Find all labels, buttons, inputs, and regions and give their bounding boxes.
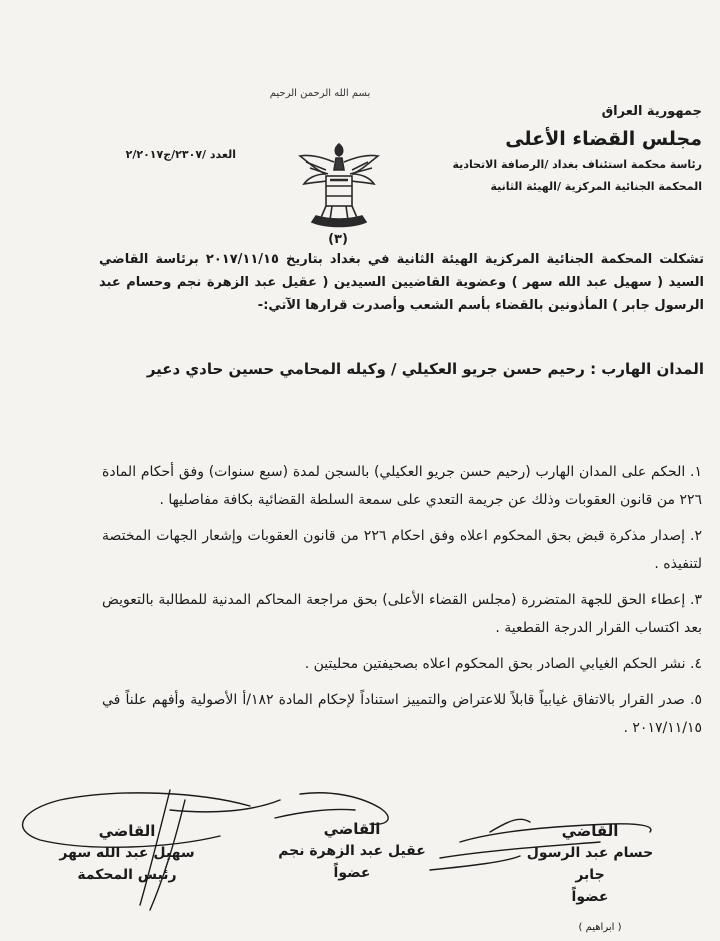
signature-role: رئيس المحكمة [77, 867, 177, 883]
court-formation-paragraph: تشكلت المحكمة الجنائية المركزية الهيئة الثانية في بغداد بتاريخ ٢٠١٧/١١/١٥ برئاسة القاضي السيد ( سهيل عبد الله سهر ) وعضوية القاضيين السيدين ( عقيل عبد الزهرة نجم وحسام عبد الرسول جابر ) المأذونين بالقضاء بأسم الشعب وأصدرت قرارها الآتي:- [99, 252, 704, 313]
signature-name: حسام عبد الرسول جابر [526, 845, 654, 883]
signature-judge-member-1 [515, 820, 665, 908]
document-number: (٣) [328, 232, 348, 247]
verdict-item: ١. الحكم على المدان الهارب (رحيم حسن جريو العكيلي) بالسجن لمدة (سبع سنوات) وفق أحكام المادة ٢٢٦ من قانون العقوبات وذلك عن جريمة التعدي على سمعة السلطة القضائية بكافة مفاصليها . [102, 464, 702, 508]
council-label: مجلس القضاء الأعلى [505, 128, 702, 150]
signature-presiding-judge [52, 820, 202, 886]
verdict-item: ٣. إعطاء الحق للجهة المتضررة (مجلس القضاء الأعلى) بحق مراجعة المحاكم المدنية للمطالبة بالتعويض بعد اكتساب القرار الدرجة القطعية . [102, 592, 702, 636]
verdict-item: ٤. نشر الحكم الغيابي الصادر بحق المحكوم اعلاه بصحيفتين محليتين . [304, 656, 702, 672]
signature-judge-member-2 [267, 818, 437, 884]
signature-role: عضواً [571, 889, 609, 905]
signature-role: عضواً [333, 865, 371, 881]
signature-name: سهيل عبد الله سهر [59, 845, 195, 861]
signature-name: عقيل عبد الزهرة نجم [278, 843, 426, 859]
signature-title: القاضي [98, 822, 156, 840]
accused-line: المدان الهارب : رحيم حسن جريو العكيلي / وكيله المحامي حسين حادي دعير [146, 360, 704, 378]
letterhead [402, 100, 702, 198]
reference-number: العدد /٢٣٠٧/ج٢/٢٠١٧ [125, 148, 236, 161]
presidency-label: رئاسة محكمة استئناف بغداد /الرصافة الاتحادية [452, 158, 702, 171]
basmala: بسم الله الرحمن الرحيم [269, 88, 371, 99]
republic-label: جمهورية العراق [601, 104, 702, 119]
verdict-item: ٥. صدر القرار بالاتفاق غيابياً قابلاً للاعتراض والتمييز استناداً لإحكام المادة ١٨٢/أ الأصولية وأفهم علناً في ٢٠١٧/١١/١٥ . [102, 692, 702, 736]
signature-title: القاضي [323, 820, 381, 838]
court-label: المحكمة الجنائية المركزية /الهيئة الثانية [490, 180, 702, 193]
verdict-items [102, 458, 702, 750]
verdict-item: ٢. إصدار مذكرة قبض بحق المحكوم اعلاه وفق احكام ٢٢٦ من قانون العقوبات وإشعار الجهات المختصة لتنفيذه . [102, 528, 702, 572]
eagle-emblem-icon [296, 140, 382, 230]
signature-title: القاضي [561, 822, 619, 840]
typist-initials: ( ابراهيم ) [578, 922, 622, 933]
